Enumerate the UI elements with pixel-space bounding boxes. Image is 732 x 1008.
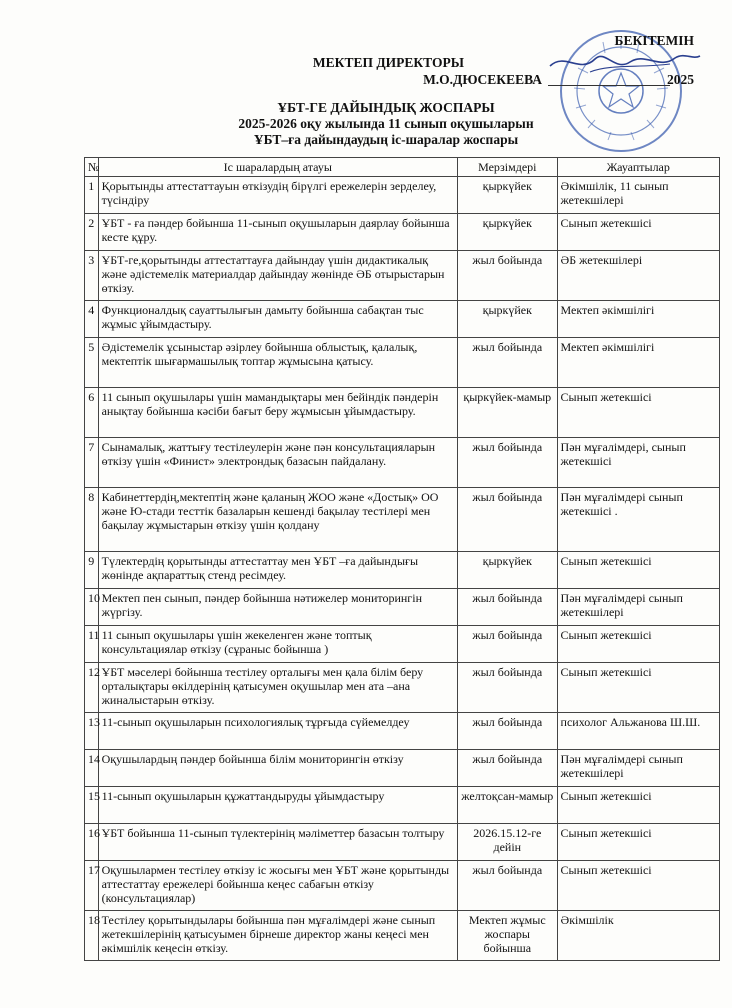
row-event-name: ҰБТ-ге,қорытынды аттестаттауға дайындау үшін дидактикалық және әдістемелік материалдар дайындау жөнінде ӘБ отырыстарын өткізу.: [98, 251, 457, 301]
row-event-name: ҰБТ бойынша 11-сынып түлектерінің мәліметтер базасын толтыру: [98, 824, 457, 861]
table-row: [85, 177, 720, 214]
row-event-name: 11-сынып оқушыларын психологиялық тұрғыда сүйемелдеу: [98, 713, 457, 750]
row-deadline: жыл бойында: [458, 713, 558, 750]
table-row: [85, 787, 720, 824]
row-number: 12: [85, 663, 99, 713]
approver-name: М.О.ДЮСЕКЕЕВА: [423, 72, 542, 87]
row-deadline: қыркүйек: [458, 177, 558, 214]
row-event-name: Әдістемелік ұсыныстар әзірлеу бойынша облыстық, қалалық, мектептік шығармашылық топтар жұмысына қатысу.: [98, 338, 457, 388]
row-number: 11: [85, 626, 99, 663]
header-deadline: Мерзімдері: [458, 158, 558, 177]
row-event-name: 11 сынып оқушылары үшін мамандықтары мен бейіндік пәндерін анықтау бойынша кәсіби бағыт беру жұмысын ұйымдастыру.: [98, 388, 457, 438]
row-deadline: жыл бойында: [458, 861, 558, 911]
row-number: 3: [85, 251, 99, 301]
row-event-name: Оқушылармен тестілеу өткізу іс жосығы мен ҰБТ және қорытынды аттестаттау ережелері бойынша кеңес сабағын өткізу (консультациялар): [98, 861, 457, 911]
table-row: [85, 589, 720, 626]
row-event-name: ҰБТ мәселері бойынша тестілеу орталығы мен қала білім беру орталықтары өкілдерінің қатысумен оқушылар мен ата –ана жиналыстарын өткізу.: [98, 663, 457, 713]
row-event-name: Қорытынды аттестаттауын өткізудің бірүлгі ережелерін зерделеу, түсіндіру: [98, 177, 457, 214]
row-number: 18: [85, 911, 99, 961]
row-event-name: Түлектердің қорытынды аттестаттау мен ҰБТ –ға дайындығы жөнінде ақпараттық стенд ресімдеу.: [98, 552, 457, 589]
row-responsible: Әкімшілік: [557, 911, 719, 961]
row-responsible: Мектеп әкімшілігі: [557, 301, 719, 338]
row-deadline: қыркүйек-мамыр: [458, 388, 558, 438]
row-responsible: Мектеп әкімшілігі: [557, 338, 719, 388]
table-row: [85, 626, 720, 663]
row-number: 6: [85, 388, 99, 438]
row-responsible: Сынып жетекшісі: [557, 214, 719, 251]
row-deadline: жыл бойында: [458, 750, 558, 787]
row-responsible: Пән мұғалімдері, сынып жетекшісі: [557, 438, 719, 488]
header-event-name: Іс шаралардың атауы: [98, 158, 457, 177]
row-number: 14: [85, 750, 99, 787]
row-responsible: Сынып жетекшісі: [557, 388, 719, 438]
table-row: [85, 214, 720, 251]
table-row: [85, 824, 720, 861]
row-responsible: Сынып жетекшісі: [557, 787, 719, 824]
header-responsible: Жауаптылар: [557, 158, 719, 177]
row-event-name: Функционалдық сауаттылығын дамыту бойынша сабақтан тыс жұмыс ұйымдастыру.: [98, 301, 457, 338]
header-number: №: [85, 158, 99, 177]
row-number: 13: [85, 713, 99, 750]
table-row: [85, 861, 720, 911]
row-responsible: Сынып жетекшісі: [557, 824, 719, 861]
table-row: [85, 338, 720, 388]
row-number: 5: [85, 338, 99, 388]
row-responsible: Сынып жетекшісі: [557, 552, 719, 589]
row-event-name: ҰБТ - ға пәндер бойынша 11-сынып оқушыларын даярлау бойынша кесте құру.: [98, 214, 457, 251]
row-responsible: Пән мұғалімдері сынып жетекшілері: [557, 750, 719, 787]
row-number: 4: [85, 301, 99, 338]
table-row: [85, 911, 720, 961]
row-deadline: жыл бойында: [458, 488, 558, 552]
row-event-name: 11-сынып оқушыларын құжаттандыруды ұйымдастыру: [98, 787, 457, 824]
document-subtitle: 2025-2026 оқу жылында 11 сынып оқушыларын: [238, 116, 534, 131]
row-deadline: жыл бойында: [458, 663, 558, 713]
table-row: [85, 552, 720, 589]
row-number: 7: [85, 438, 99, 488]
row-responsible: Пән мұғалімдері сынып жетекшісі .: [557, 488, 719, 552]
approval-year: 2025: [667, 72, 694, 87]
table-header-row: [85, 158, 720, 177]
table-row: [85, 438, 720, 488]
plan-table: [84, 157, 720, 961]
approver-role: МЕКТЕП ДИРЕКТОРЫ: [312, 55, 464, 70]
row-deadline: қыркүйек: [458, 552, 558, 589]
row-event-name: Оқушылардың пәндер бойынша білім мониторингін өткізу: [98, 750, 457, 787]
row-event-name: Мектеп пен сынып, пәндер бойынша нәтижелер мониторингін жүргізу.: [98, 589, 457, 626]
row-deadline: жыл бойында: [458, 438, 558, 488]
signature-line: [548, 85, 670, 86]
row-responsible: Сынып жетекшісі: [557, 663, 719, 713]
row-number: 2: [85, 214, 99, 251]
row-responsible: Сынып жетекшісі: [557, 861, 719, 911]
row-responsible: психолог Альжанова Ш.Ш.: [557, 713, 719, 750]
row-responsible: ӘБ жетекшілері: [557, 251, 719, 301]
table-row: [85, 301, 720, 338]
table-row: [85, 663, 720, 713]
row-event-name: Сынамалық, жаттығу тестілеулерін және пән консультацияларын өткізу үшін «Финист» электрондық базасын пайдалану.: [98, 438, 457, 488]
row-deadline: жыл бойында: [458, 589, 558, 626]
table-row: [85, 488, 720, 552]
row-responsible: Сынып жетекшісі: [557, 626, 719, 663]
row-responsible: Әкімшілік, 11 сынып жетекшілері: [557, 177, 719, 214]
row-responsible: Пән мұғалімдері сынып жетекшілері: [557, 589, 719, 626]
row-number: 9: [85, 552, 99, 589]
row-event-name: Кабинеттердің,мектептің және қаланың ЖОО және «Достық» ОО және Ю-стади тесттік базаларын кешенді бақылау тестілері мен бақылау жұмыстарын өткізу үшін қолдану: [98, 488, 457, 552]
row-number: 15: [85, 787, 99, 824]
document-title-block: [0, 100, 732, 148]
row-deadline: жыл бойында: [458, 338, 558, 388]
document-title: ҰБТ-ГЕ ДАЙЫНДЫҚ ЖОСПАРЫ: [277, 100, 495, 115]
table-row: [85, 750, 720, 787]
row-number: 17: [85, 861, 99, 911]
row-deadline: Мектеп жұмыс жоспары бойынша: [458, 911, 558, 961]
row-deadline: жыл бойында: [458, 626, 558, 663]
row-number: 8: [85, 488, 99, 552]
row-deadline: жыл бойында: [458, 251, 558, 301]
row-deadline: 2026.15.12-ге дейін: [458, 824, 558, 861]
table-row: [85, 713, 720, 750]
table-row: [85, 388, 720, 438]
document-subtitle-2: ҰБТ–ға дайындаудың іс-шаралар жоспары: [253, 132, 519, 147]
table-row: [85, 251, 720, 301]
row-number: 16: [85, 824, 99, 861]
row-event-name: Тестілеу қорытындылары бойынша пән мұғалімдері және сынып жетекшілерінің қатысуымен бірнеше директор жаны кеңесі мен әкімшілік кеңесін өткізу.: [98, 911, 457, 961]
row-number: 10: [85, 589, 99, 626]
row-deadline: қыркүйек: [458, 214, 558, 251]
table-body: [85, 177, 720, 961]
row-event-name: 11 сынып оқушылары үшін жекеленген және топтық консультациялар өткізу (сұраныс бойынша ): [98, 626, 457, 663]
row-deadline: қыркүйек: [458, 301, 558, 338]
row-deadline: желтоқсан-мамыр: [458, 787, 558, 824]
row-number: 1: [85, 177, 99, 214]
approval-heading: БЕКІТЕМІН: [614, 33, 694, 48]
